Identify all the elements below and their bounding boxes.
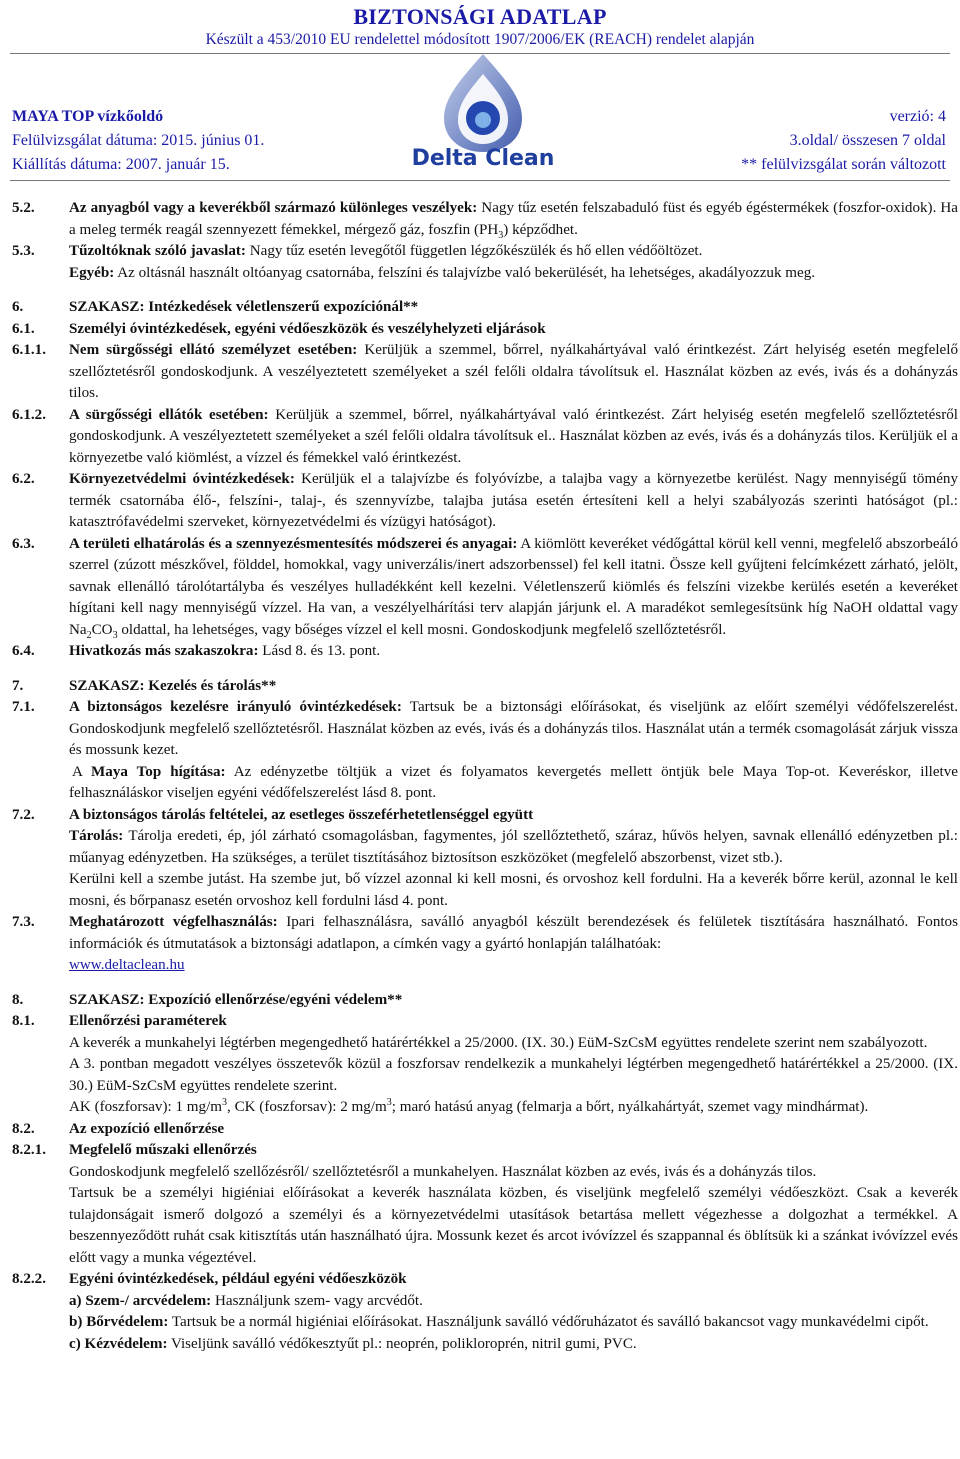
section-number: 7.1.: [12, 699, 35, 715]
section-text: Viseljünk saválló védőkesztyűt pl.: neoprén, polikloroprén, nitril gumi, PVC.: [167, 1335, 637, 1352]
section-title: Egyéni óvintézkedések, például egyéni védőeszközök: [69, 1271, 407, 1287]
section-number: 6.1.2.: [12, 406, 46, 423]
website-link[interactable]: www.deltaclean.hu: [69, 957, 185, 973]
section-6-4: [12, 641, 958, 663]
subsection-title: Tárolás:: [69, 828, 124, 844]
section-number: 6.1.: [12, 320, 35, 337]
section-8-2-2: [12, 1269, 958, 1355]
section-text: Kerüljük a szemmel, bőrrel, nyálkahártyával való érintkezést. Zárt helyiség esetén megfelelő szellőztetésről gondoskodjunk. A veszélyeztetett személyeket a szél felőli oldalra távolítsuk el. Használat közben az evés, ivás és a dohányzás tilos.: [69, 342, 958, 401]
subscript: 3: [112, 629, 118, 641]
subscript: 2: [86, 629, 92, 641]
section-7: [12, 676, 958, 698]
section-text: Tartsuk be a normál higiéniai előírásokat. Használjunk saválló védőruházatot és saválló bakancsot vagy munkavédelmi cipőt.: [168, 1314, 929, 1330]
section-number: 6.: [12, 299, 24, 315]
subsection-title: b) Bőrvédelem:: [69, 1314, 169, 1330]
section-text: Tárolja eredeti, ép, jól zárható csomagolásban, fagymentes, jól szellőztethető, száraz, hűvös helyen, savnak ellenálló edényzetben pl.: műanyag edényzetben. Ha szükséges, a terület tisztításához biztosítson eszközöket (megfelelő abszorbenst, vizet stb.).: [69, 828, 958, 866]
section-7-2: [12, 805, 958, 913]
section-title: Környezetvédelmi óvintézkedések:: [69, 471, 295, 487]
section-text: Lásd 8. és 13. pont.: [258, 643, 381, 659]
section-8-1: [12, 1011, 958, 1119]
section-6-1-1: [12, 340, 958, 405]
section-text: Tartsuk be a biztonsági előírásokat, és viseljünk az előírt személyi védőfelszerelést. Gondoskodjunk megfelelő szellőztetésről. Használat közben az evés, ivás és a dohányzás tilos. Használat után a termék csomagolását zárjuk vissza és mossunk kezet.: [69, 699, 958, 758]
section-8-2-1: [12, 1140, 958, 1269]
section-number: 5.3.: [12, 243, 35, 259]
document-body: [12, 198, 958, 1355]
version: verzió: 4: [889, 108, 946, 125]
section-text: Használjunk szem- vagy arcvédőt.: [211, 1292, 423, 1309]
section-number: 6.4.: [12, 643, 35, 659]
superscript: 3: [222, 1096, 228, 1108]
section-heading: SZAKASZ: Intézkedések véletlenszerű expozíciónál**: [69, 299, 419, 315]
section-text: oldattal, ha lehetséges, vagy bőséges vízzel el kell mosni. Gondoskodjunk megfelelő szellőztetésről.: [117, 621, 727, 638]
section-text: Kerüljük a szemmel, bőrrel, nyálkahártyával való érintkezést. Zárt helyiség esetén megfelelő szellőztetésről gondoskodjunk. A veszélyeztetett személyeket a szél felőli oldalra távolítsuk el.. Használat közben az evés, ivás és a dohányzás tilos. Kerüljük el a környezetbe való kiömlést, a vízzel és fémekkel való érintkezést.: [69, 406, 958, 466]
changed-note: ** felülvizsgálat során változott: [741, 156, 946, 173]
section-6-2: [12, 469, 958, 534]
subsection-title: Egyéb:: [69, 264, 115, 281]
section-6-1: [12, 319, 958, 341]
section-number: 8.2.2.: [12, 1271, 46, 1287]
formula-text: CO: [91, 621, 113, 638]
section-title: Tűzoltóknak szóló javaslat:: [69, 243, 246, 259]
superscript: 3: [386, 1096, 392, 1108]
section-title: Ellenőrzési paraméterek: [69, 1013, 227, 1029]
section-number: 8.: [12, 991, 24, 1008]
section-text: Az edényzetbe töltjük a vizet és folyamatos kevergetés mellett öntjük bele Maya Top-ot. Keveréskor, illetve felhasználáskor viseljen egyéni védőfelszerelést lásd 8. pont.: [69, 763, 958, 801]
section-title: Az anyagból vagy a keverékből származó különleges veszélyek:: [69, 200, 478, 216]
section-text: Ipari felhasználásra, saválló anyagból készült berendezések és felületek tisztítására használható. Fontos információk és útmutatások a biztonsági adatlapon, a címkén vagy a gyártó honlapján találhatóak:: [69, 914, 958, 952]
section-text: Tartsuk be a személyi higiéniai előírásokat a keverék használata közben, és viseljünk megfelelő személyi védőeszközt. Csak a keverék tulajdonságait ismerő dolgozó a személyi és a környezetvédelmi utasítások betartása mellett végezhesse a dolgozhat a termékkel. A beszennyeződött ruhát csak kitisztítás után használható újra. Mossunk kezet és arcot ivóvízzel és szappannal és öblítsük ki a szánkat ivóvízzel evés előtt vagy a munka végeztével.: [69, 1185, 958, 1266]
logo-text: Delta Clean: [411, 146, 555, 170]
section-text: Nagy tűz esetén felszabaduló füst és egyéb égéstermékek (foszfor-oxidok). Ha a meleg termék reagál szennyezett fémekkel, mérgező gáz, foszfin (PH: [69, 200, 959, 238]
section-title: A biztonságos kezelésre irányuló óvintézkedések:: [69, 699, 402, 715]
section-text: A keverék a munkahelyi légtérben megengedhető határértékkel a 25/2000. (IX. 30.) EüM-SzCsM együttes rendelete szerint nem szabályozott.: [69, 1034, 928, 1051]
subsection-title: a) Szem-/ arcvédelem:: [69, 1292, 212, 1309]
section-title: A biztonságos tárolás feltételei, az esetleges összeférhetetlenséggel együtt: [69, 806, 534, 823]
section-8: [12, 990, 958, 1012]
delta-clean-logo: [388, 40, 578, 170]
section-title: Meghatározott végfelhasználás:: [69, 914, 278, 930]
section-text: A kiömlött keveréket védőgáttal körül kell venni, megfelelő abszorbeáló szerrel (zúzott mészkővel, földdel, homokkal, vagy univerzális/inert adszorbenssel) fel kell itatni. Össze kell gyűjteni felcímkézett zárható, jelölt, savnak ellenálló tárolótartályba és veszélyes hulladékként kell kezelni. Véletlenszerű kiömlés és felszíni vizekbe kerülés esetén a keveréket hígítani kell nagy mennyiségű vízzel. Ha van, a veszélyelhárítási terv alapján járjunk el. A maradékot semlegesítsünk híg NaOH oldattal vagy Na: [69, 535, 958, 638]
document-title: BIZTONSÁGI ADATLAP: [353, 4, 607, 29]
section-7-3: [12, 912, 958, 977]
subsection-title: c) Kézvédelem:: [69, 1335, 168, 1352]
section-title: Megfelelő műszaki ellenőrzés: [69, 1142, 257, 1158]
section-title: A területi elhatárolás és a szennyezésmentesítés módszerei és anyagai:: [69, 535, 518, 552]
subsection-title: Maya Top hígítása:: [91, 763, 226, 780]
section-number: 6.1.1.: [12, 342, 46, 358]
section-text: Az oltásnál használt oltóanyag csatornába, felszíni és talajvízbe való bekerülését, ha lehetséges, akadályozzuk meg.: [114, 264, 816, 281]
section-number: 5.2.: [12, 200, 35, 216]
section-text: Nagy tűz esetén levegőtől független légzőkészülék és hő ellen védőöltözet.: [245, 243, 703, 259]
document-subtitle: Készült a 453/2010 EU rendelettel módosított 1907/2006/EK (REACH) rendelet alapján: [205, 31, 755, 48]
section-number: 6.2.: [12, 471, 35, 487]
section-number: 8.2.: [12, 1120, 35, 1137]
section-text: Kerüljük el a talajvízbe és folyóvízbe, a talajba vagy a környezetbe kerülést. Nagy mennyiségű tömény termék csatornába élő-, felszíni-, talaj-, és szennyvízbe, talajba jutása esetén értesíteni kell a helyi szabályozás szerinti hatóságot (pl.: katasztrófavédelmi szerveket, környezetvédelmi és vízügyi hatóságot).: [69, 471, 958, 530]
section-number: 8.1.: [12, 1013, 35, 1029]
review-date: Felülvizsgálat dátuma: 2015. június 01.: [12, 132, 265, 149]
section-number: 8.2.1.: [12, 1142, 46, 1158]
section-5-3: [12, 241, 958, 284]
section-6: [12, 297, 958, 319]
section-title: Személyi óvintézkedések, egyéni védőeszközök és veszélyhelyzeti eljárások: [69, 320, 546, 337]
section-text: ; maró hatású anyag (felmarja a bőrt, nyálkahártyát, szemet vagy mindhármat).: [391, 1099, 869, 1115]
section-7-1: [12, 697, 958, 805]
section-text: AK (foszforsav): 1 mg/m: [69, 1099, 223, 1115]
section-title: Az expozíció ellenőrzése: [69, 1120, 225, 1137]
section-heading: SZAKASZ: Kezelés és tárolás**: [69, 677, 277, 694]
page-info: 3.oldal/ összesen 7 oldal: [789, 132, 946, 149]
section-6-3: [12, 534, 958, 642]
section-number: 7.: [12, 677, 24, 694]
subscript: 3: [498, 229, 504, 241]
section-5-2: [12, 198, 958, 241]
section-text: Gondoskodjunk megfelelő szellőzésről/ szellőztetésről a munkahelyen. Használat közben az evés, ivás és a dohányzás tilos.: [69, 1163, 817, 1180]
section-number: 7.2.: [12, 806, 35, 823]
section-number: 7.3.: [12, 914, 35, 930]
section-text: A 3. pontban megadott veszélyes összetevők közül a foszforsav rendelkezik a munkahelyi légtérben megengedhető határértékkel a 25/2000. (IX. 30.) EüM-SzCsM együttes rendelete szerint.: [69, 1056, 958, 1094]
section-8-2: [12, 1119, 958, 1141]
section-text: ) képződhet.: [503, 221, 578, 238]
section-title: Nem sürgősségi ellátó személyzet esetében:: [69, 342, 358, 358]
section-title: Hivatkozás más szakaszokra:: [69, 643, 259, 659]
section-number: 6.3.: [12, 535, 35, 552]
section-text: , CK (foszforsav): 2 mg/m: [227, 1099, 387, 1115]
section-heading: SZAKASZ: Expozíció ellenőrzése/egyéni védelem**: [69, 991, 403, 1008]
issue-date: Kiállítás dátuma: 2007. január 15.: [12, 156, 230, 173]
section-6-1-2: [12, 405, 958, 470]
product-name: MAYA TOP vízkőoldó: [12, 108, 164, 125]
section-text: A: [72, 763, 92, 780]
section-title: A sürgősségi ellátók esetében:: [69, 406, 269, 423]
section-text: Kerülni kell a szembe jutást. Ha szembe jut, bő vízzel azonnal ki kell mosni, és orvoshoz kell fordulni. Ha a keverék bőrre kerül, azonnal le kell mosni, és bőrpanasz esetén orvoshoz kell fordulni lásd 4. pont.: [69, 871, 958, 909]
